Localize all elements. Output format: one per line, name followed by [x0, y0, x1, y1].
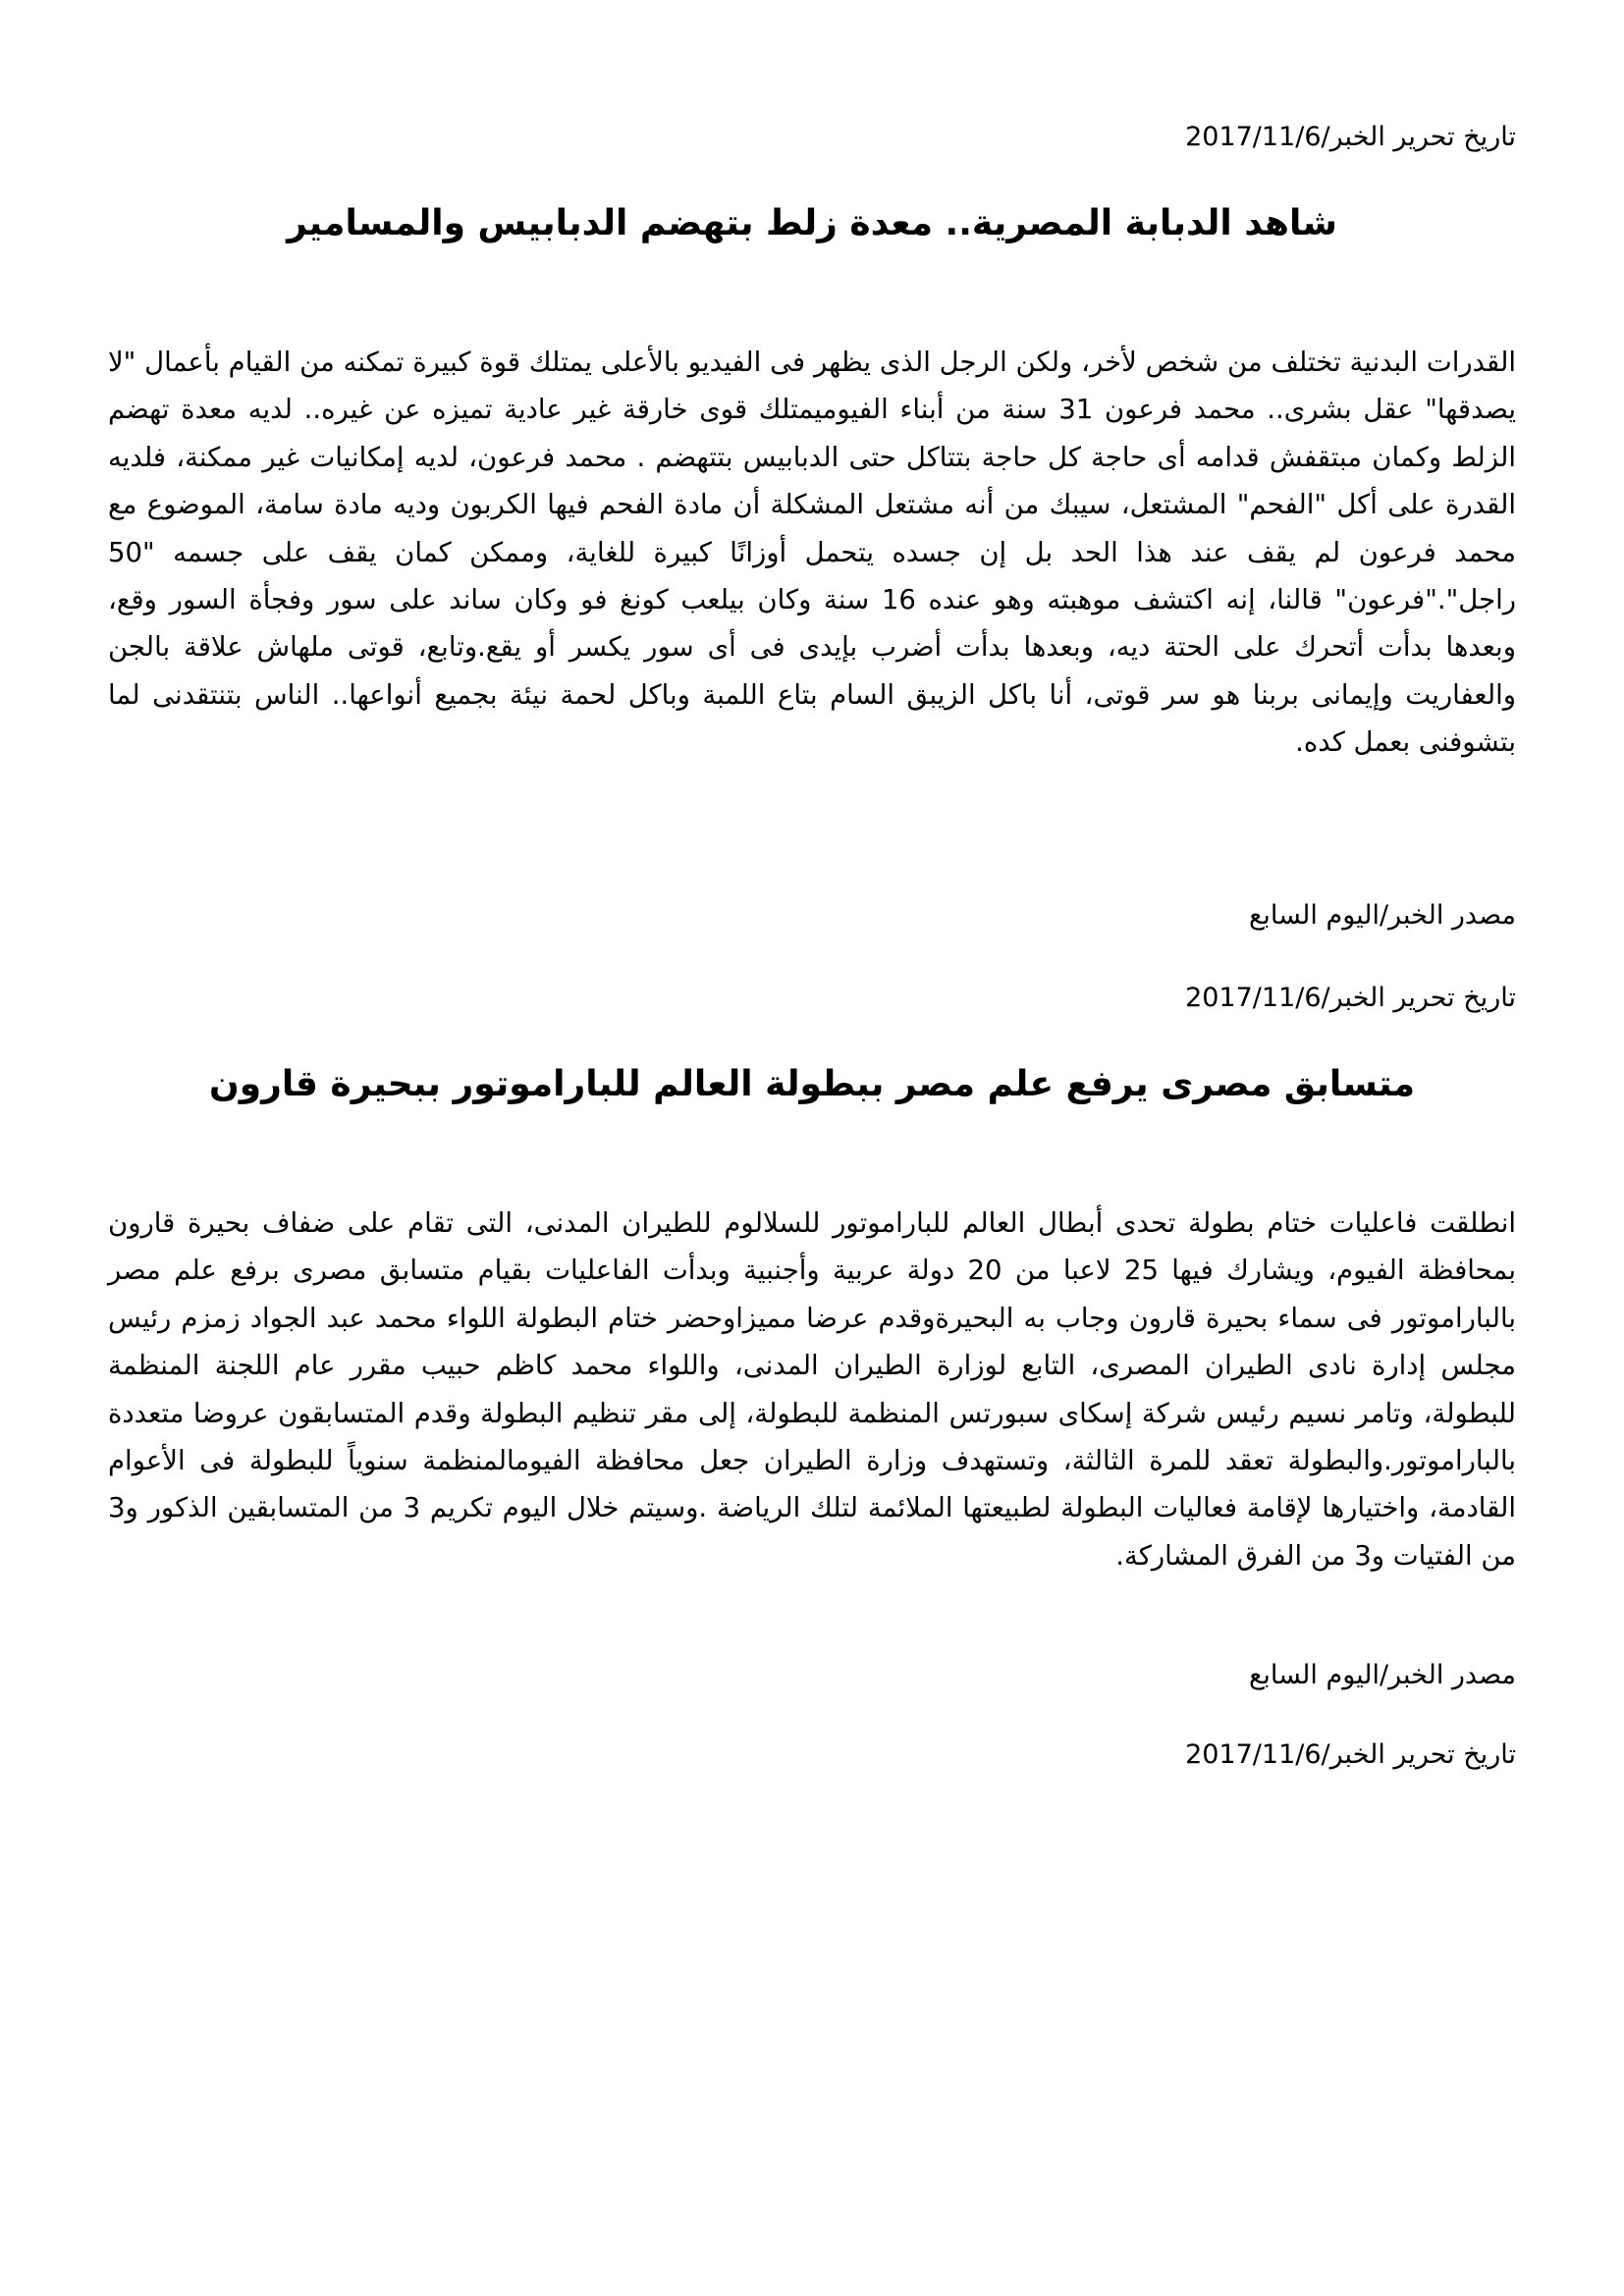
article-1-title: شاهد الدبابة المصرية.. معدة زلط بتهضم الدبابيس والمسامير — [287, 203, 1337, 243]
trailing-date-line: تاريخ تحرير الخبر/2017/11/6 — [1185, 1739, 1516, 1770]
article-1-source: مصدر الخبر/اليوم السابع — [1248, 900, 1516, 931]
article-2-source: مصدر الخبر/اليوم السابع — [1248, 1660, 1516, 1690]
article-2-title: متسابق مصرى يرفع علم مصر ببطولة العالم للباراموتور ببحيرة قارون — [208, 1064, 1416, 1104]
article-2-date-line: تاريخ تحرير الخبر/2017/11/6 — [1185, 983, 1516, 1013]
article-1-body: القدرات البدنية تختلف من شخص لأخر، ولكن الرجل الذى يظهر فى الفيديو بالأعلى يمتلك قوة كبيرة تمكنه من القيام بأعمال "لا يصدقها" عقل بشرى.. محمد فرعون 31 سنة من أبناء الفيوميمتلك قوى خارقة غير عادية تميزه عن غيره.. لديه معدة تهضم الزلط وكمان مبتقفش قدامه أى حاجة كل حاجة بتتاكل حتى الدبابيس بتتهضم . محمد فرعون، لديه إمكانيات غير ممكنة، فلديه القدرة على أكل "الفحم" المشتعل، سيبك من أنه مشتعل المشكلة أن مادة الفحم فيها الكربون وديه مادة سامة، الموضوع مع محمد فرعون لم يقف عند هذا الحد بل إن جسده يتحمل أوزانًا كبيرة للغاية، وممكن كمان يقف على جسمه "50 راجل"."فرعون" قالنا، إنه اكتشف موهبته وهو عنده 16 سنة وكان بيلعب كونغ فو وكان ساند على سور وفجأة السور وقع، وبعدها بدأت أتحرك على الحتة ديه، وبعدها بدأت أضرب بإيدى فى أى سور يكسر أو يقع.وتابع، قوتى ملهاش علاقة بالجن والعفاريت وإيمانى بربنا هو سر قوتى، أنا باكل الزيبق السام بتاع اللمبة وباكل لحمة نيئة بجميع أنواعها.. الناس بتنتقدنى لما بتشوفنى بعمل كده. — [108, 347, 1517, 759]
article-1-date-line: تاريخ تحرير الخبر/2017/11/6 — [1185, 122, 1516, 152]
article-2-body: انطلقت فاعليات ختام بطولة تحدى أبطال العالم للباراموتور للسلالوم للطيران المدنى، التى تقام على ضفاف بحيرة قارون بمحافظة الفيوم، ويشارك فيها 25 لاعبا من 20 دولة عربية وأجنبية وبدأت الفاعليات بقيام متسابق مصرى برفع علم مصر بالباراموتور فى سماء بحيرة قارون وجاب به البحيرةوقدم عرضا مميزاوحضر ختام البطولة اللواء محمد عبد الجواد زمزم رئيس مجلس إدارة نادى الطيران المصرى، التابع لوزارة الطيران المدنى، واللواء محمد كاظم حبيب مقرر عام اللجنة المنظمة للبطولة، وتامر نسيم رئيس شركة إسكاى سبورتس المنظمة للبطولة، إلى مقر تنظيم البطولة وقدم المتسابقون عروضا متعددة بالباراموتور.والبطولة تعقد للمرة الثالثة، وتستهدف وزارة الطيران جعل محافظة الفيومالمنظمة سنوياً للبطولة فى الأعوام القادمة، واختيارها لإقامة فعاليات البطولة لطبيعتها الملائمة لتلك الرياضة .وسيتم خلال اليوم تكريم 3 من المتسابقين الذكور و3 من الفتيات و3 من الفرق المشاركة. — [108, 1207, 1516, 1572]
